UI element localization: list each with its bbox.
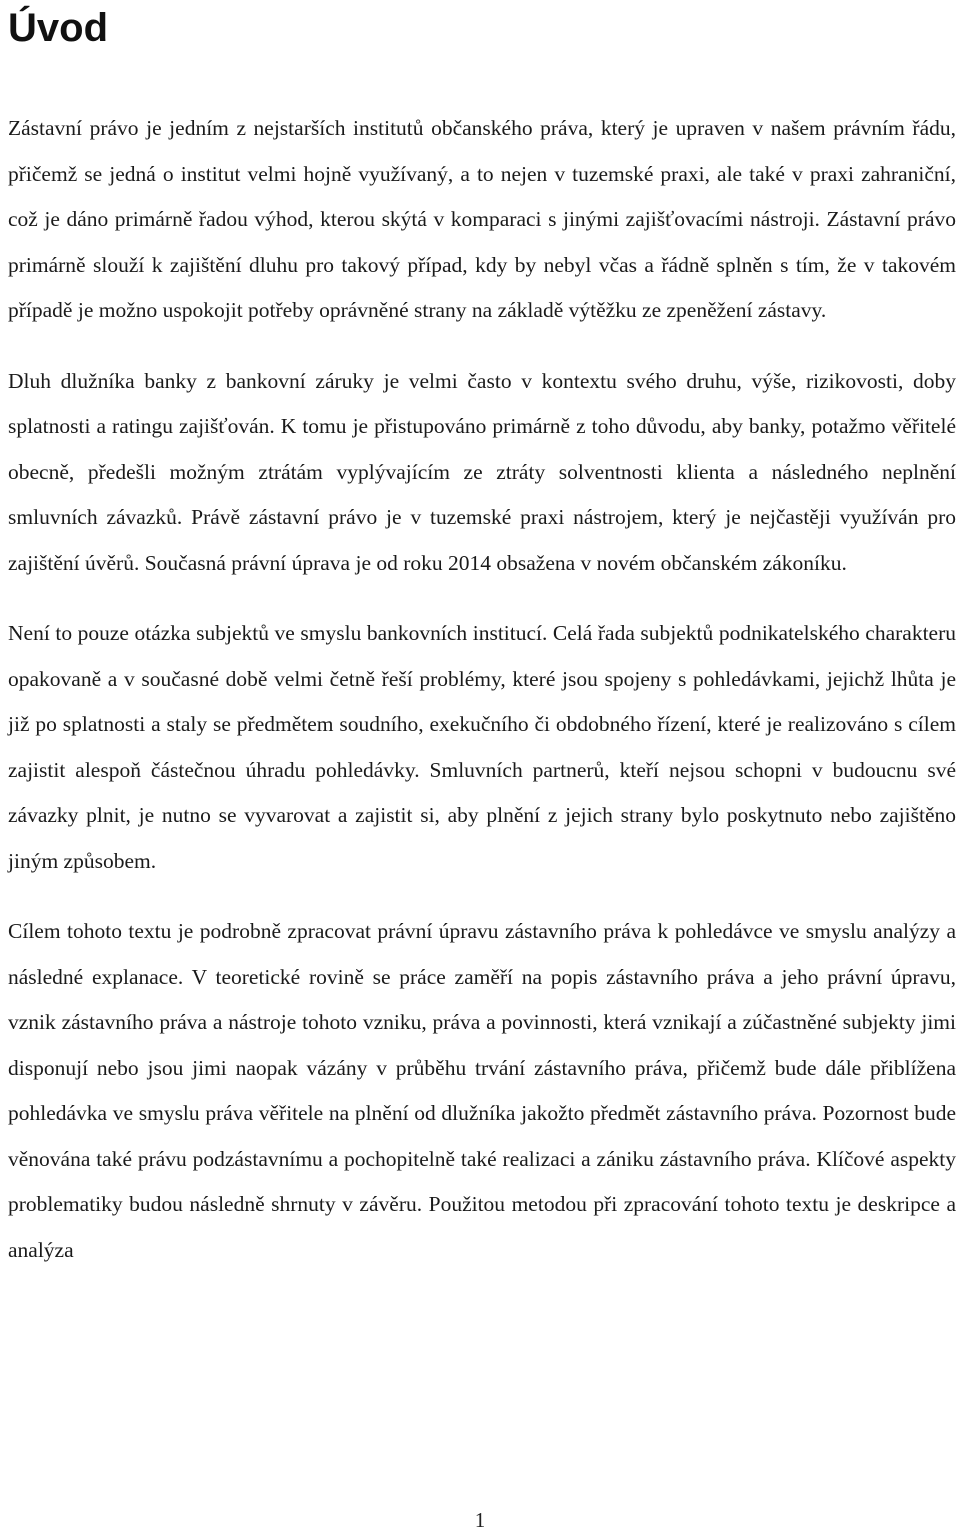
- paragraph-1: Zástavní právo je jedním z nejstarších institutů občanského práva, který je upraven v našem právním řádu, přičemž se jedná o institut velmi hojně využívaný, a to nejen v tuzemské praxi, ale také v praxi zahraniční, což je dáno primárně řadou výhod, kterou skýtá v komparaci s jinými zajišťovacími nástroji. Zástavní právo primárně slouží k zajištění dluhu pro takový případ, kdy by nebyl včas a řádně splněn s tím, že v takovém případě je možno uspokojit potřeby oprávněné strany na základě výtěžku ze zpeněžení zástavy.: [8, 116, 956, 322]
- page-number: 1: [474, 1508, 486, 1532]
- paragraph-2: Dluh dlužníka banky z bankovní záruky je velmi často v kontextu svého druhu, výše, rizikovosti, doby splatnosti a ratingu zajišťován. K tomu je přistupováno primárně z toho důvodu, aby banky, potažmo věřitelé obecně, předešli možným ztrátám vyplývajícím ze ztráty solventnosti klienta a následného neplnění smluvních závazků. Právě zástavní právo je v tuzemské praxi nástrojem, který je nejčastěji využíván pro zajištění úvěrů. Současná právní úprava je od roku 2014 obsažena v novém občanském zákoníku.: [8, 368, 956, 575]
- document-body: [8, 106, 956, 1298]
- paragraph-3: Není to pouze otázka subjektů ve smyslu bankovních institucí. Celá řada subjektů podnikatelského charakteru opakovaně a v současné době velmi četně řeší problémy, které jsou spojeny s pohledávkami, jejichž lhůta je již po splatnosti a staly se předmětem soudního, exekučního či obdobného řízení, které je realizováno s cílem zajistit alespoň částečnou úhradu pohledávky. Smluvních partnerů, kteří nejsou schopni v budoucnu své závazky plnit, je nutno se vyvarovat a zajistit si, aby plnění z jejich strany bylo poskytnuto nebo zajištěno jiným způsobem.: [8, 621, 956, 873]
- paragraph-4: Cílem tohoto textu je podrobně zpracovat právní úpravu zástavního práva k pohledávce ve smyslu analýzy a následné explanace. V teoretické rovině se práce zaměří na popis zástavního práva a jeho právní úpravu, vznik zástavního práva a nástroje tohoto vzniku, práva a povinnosti, která vznikají a zúčastněné subjekty jimi disponují nebo jsou jimi naopak vázány v průběhu trvání zástavního práva, přičemž bude dále přiblížena pohledávka ve smyslu práva věřitele na plnění od dlužníka jakožto předmět zástavního práva. Pozornost bude věnována také právu podzástavnímu a pochopitelně také realizaci a zániku zástavního práva. Klíčové aspekty problematiky budou následně shrnuty v závěru. Použitou metodou při zpracování tohoto textu je deskripce a analýza: [8, 919, 956, 1262]
- page-title: Úvod: [8, 6, 108, 50]
